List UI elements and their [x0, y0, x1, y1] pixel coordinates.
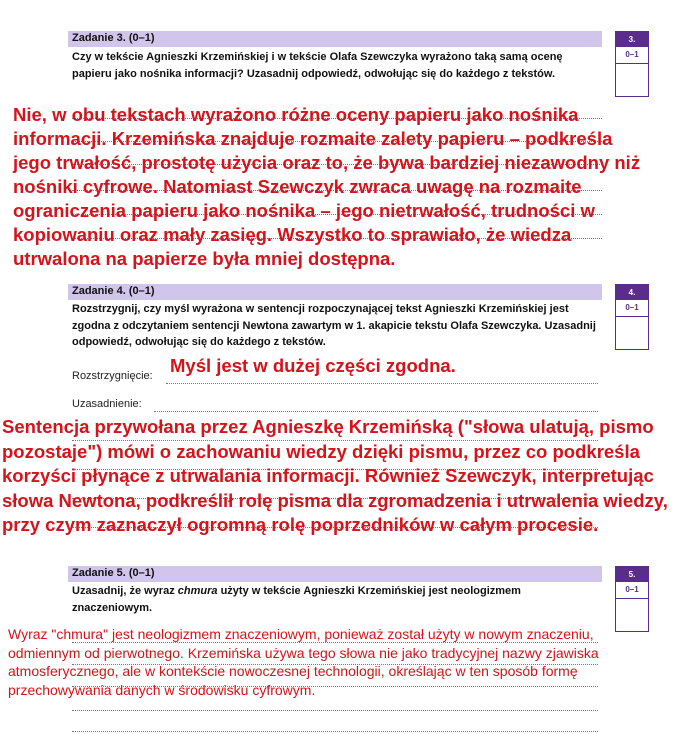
justification-line — [154, 411, 598, 412]
task5-score-number: 5. — [616, 567, 648, 582]
task4-header-bar — [68, 284, 602, 300]
task5-score-box — [615, 566, 649, 632]
task5-question-suffix: użyty w tekście Agnieszki Krzemińskiej jest neologizmem znaczeniowym. — [72, 585, 521, 614]
task4-score-input[interactable] — [616, 317, 648, 349]
task3-title: Zadanie 3. (0–1) — [72, 32, 155, 44]
task5-question — [72, 583, 602, 616]
task5-score-range: 0–1 — [616, 582, 648, 599]
task4-score-range: 0–1 — [616, 300, 648, 317]
answer-line — [72, 731, 598, 732]
justification-label: Uzasadnienie: — [72, 398, 142, 410]
task4-score-number: 4. — [616, 285, 648, 300]
task4-question: Rozstrzygnij, czy myśl wyrażona w sentencji rozpoczynającej tekst Agnieszki Krzemińskiej jest zgodna z odczytaniem sentencji Newtona zawartym w 1. akapicie tekstu Olafa Szewczyka. Uzasadnij odpowiedź, odwołując się do każdego z tekstów. — [72, 303, 596, 348]
decision-line — [166, 383, 598, 384]
task5-question-word: chmura — [177, 585, 218, 597]
task4-justification-answer: Sentencja przywołana przez Agnieszkę Krzemińską ("słowa ulatują, pismo pozostaje") mówi o zachowaniu wiedzy dzięki pismu, przez co podkreśla korzyści płynące z utrwalania informacji. Również Szewczyk, interpretując słowa Newtona, podkreślił rolę pisma dla zgromadzenia i utrwalenia wiedzy, przy czym zaznaczył ogromną rolę poprzedników w całym procesie. — [2, 416, 668, 535]
task3-score-box — [615, 31, 649, 97]
task5-title: Zadanie 5. (0–1) — [72, 567, 155, 579]
decision-label: Rozstrzygnięcie: — [72, 370, 153, 382]
answer-line — [72, 710, 598, 711]
task4-score-box — [615, 284, 649, 350]
task4-title: Zadanie 4. (0–1) — [72, 285, 155, 297]
task3-answer: Nie, w obu tekstach wyrażono różne oceny papieru jako nośnika informacji. Krzemińska znajduje rozmaite zalety papieru – podkreśla jego trwałość, prostotę użycia oraz to, że bywa bardziej niezawodny niż nośniki cyfrowe. Natomiast Szewczyk zwraca uwagę na rozmaite ograniczenia papieru jako nośnika – jego nietrwałość, trudności w kopiowaniu oraz mały zasięg. Wszystko to sprawiało, że wiedza utrwalona na papierze była mniej dostępna. — [13, 104, 641, 269]
task5-question-prefix: Uzasadnij, że wyraz — [72, 585, 178, 597]
task3-question: Czy w tekście Agnieszki Krzemińskiej i w tekście Olafa Szewczyka wyrażono taką samą ocenę papieru jako nośnika informacji? Uzasadnij odpowiedź, odwołując się do każdego z tekstów. — [72, 51, 563, 80]
task3-score-number: 3. — [616, 32, 648, 47]
decision-answer: Myśl jest w dużej części zgodna. — [170, 355, 456, 376]
task3-score-range: 0–1 — [616, 47, 648, 64]
task5-answer: Wyraz "chmura" jest neologizmem znaczeniowym, ponieważ został użyty w nowym znaczeniu, odmiennym od pierwotnego. Krzemińska używa tego słowa nie jako tradycyjnej nazwy zjawiska atmosferycznego, ale w kontekście nowoczesnej technologii, określając w ten sposób formę przechowywania danych w środowisku cyfrowym. — [8, 626, 599, 698]
task3-score-input[interactable] — [616, 64, 648, 96]
task3-header-bar — [68, 31, 602, 47]
task5-header-bar — [68, 566, 602, 582]
